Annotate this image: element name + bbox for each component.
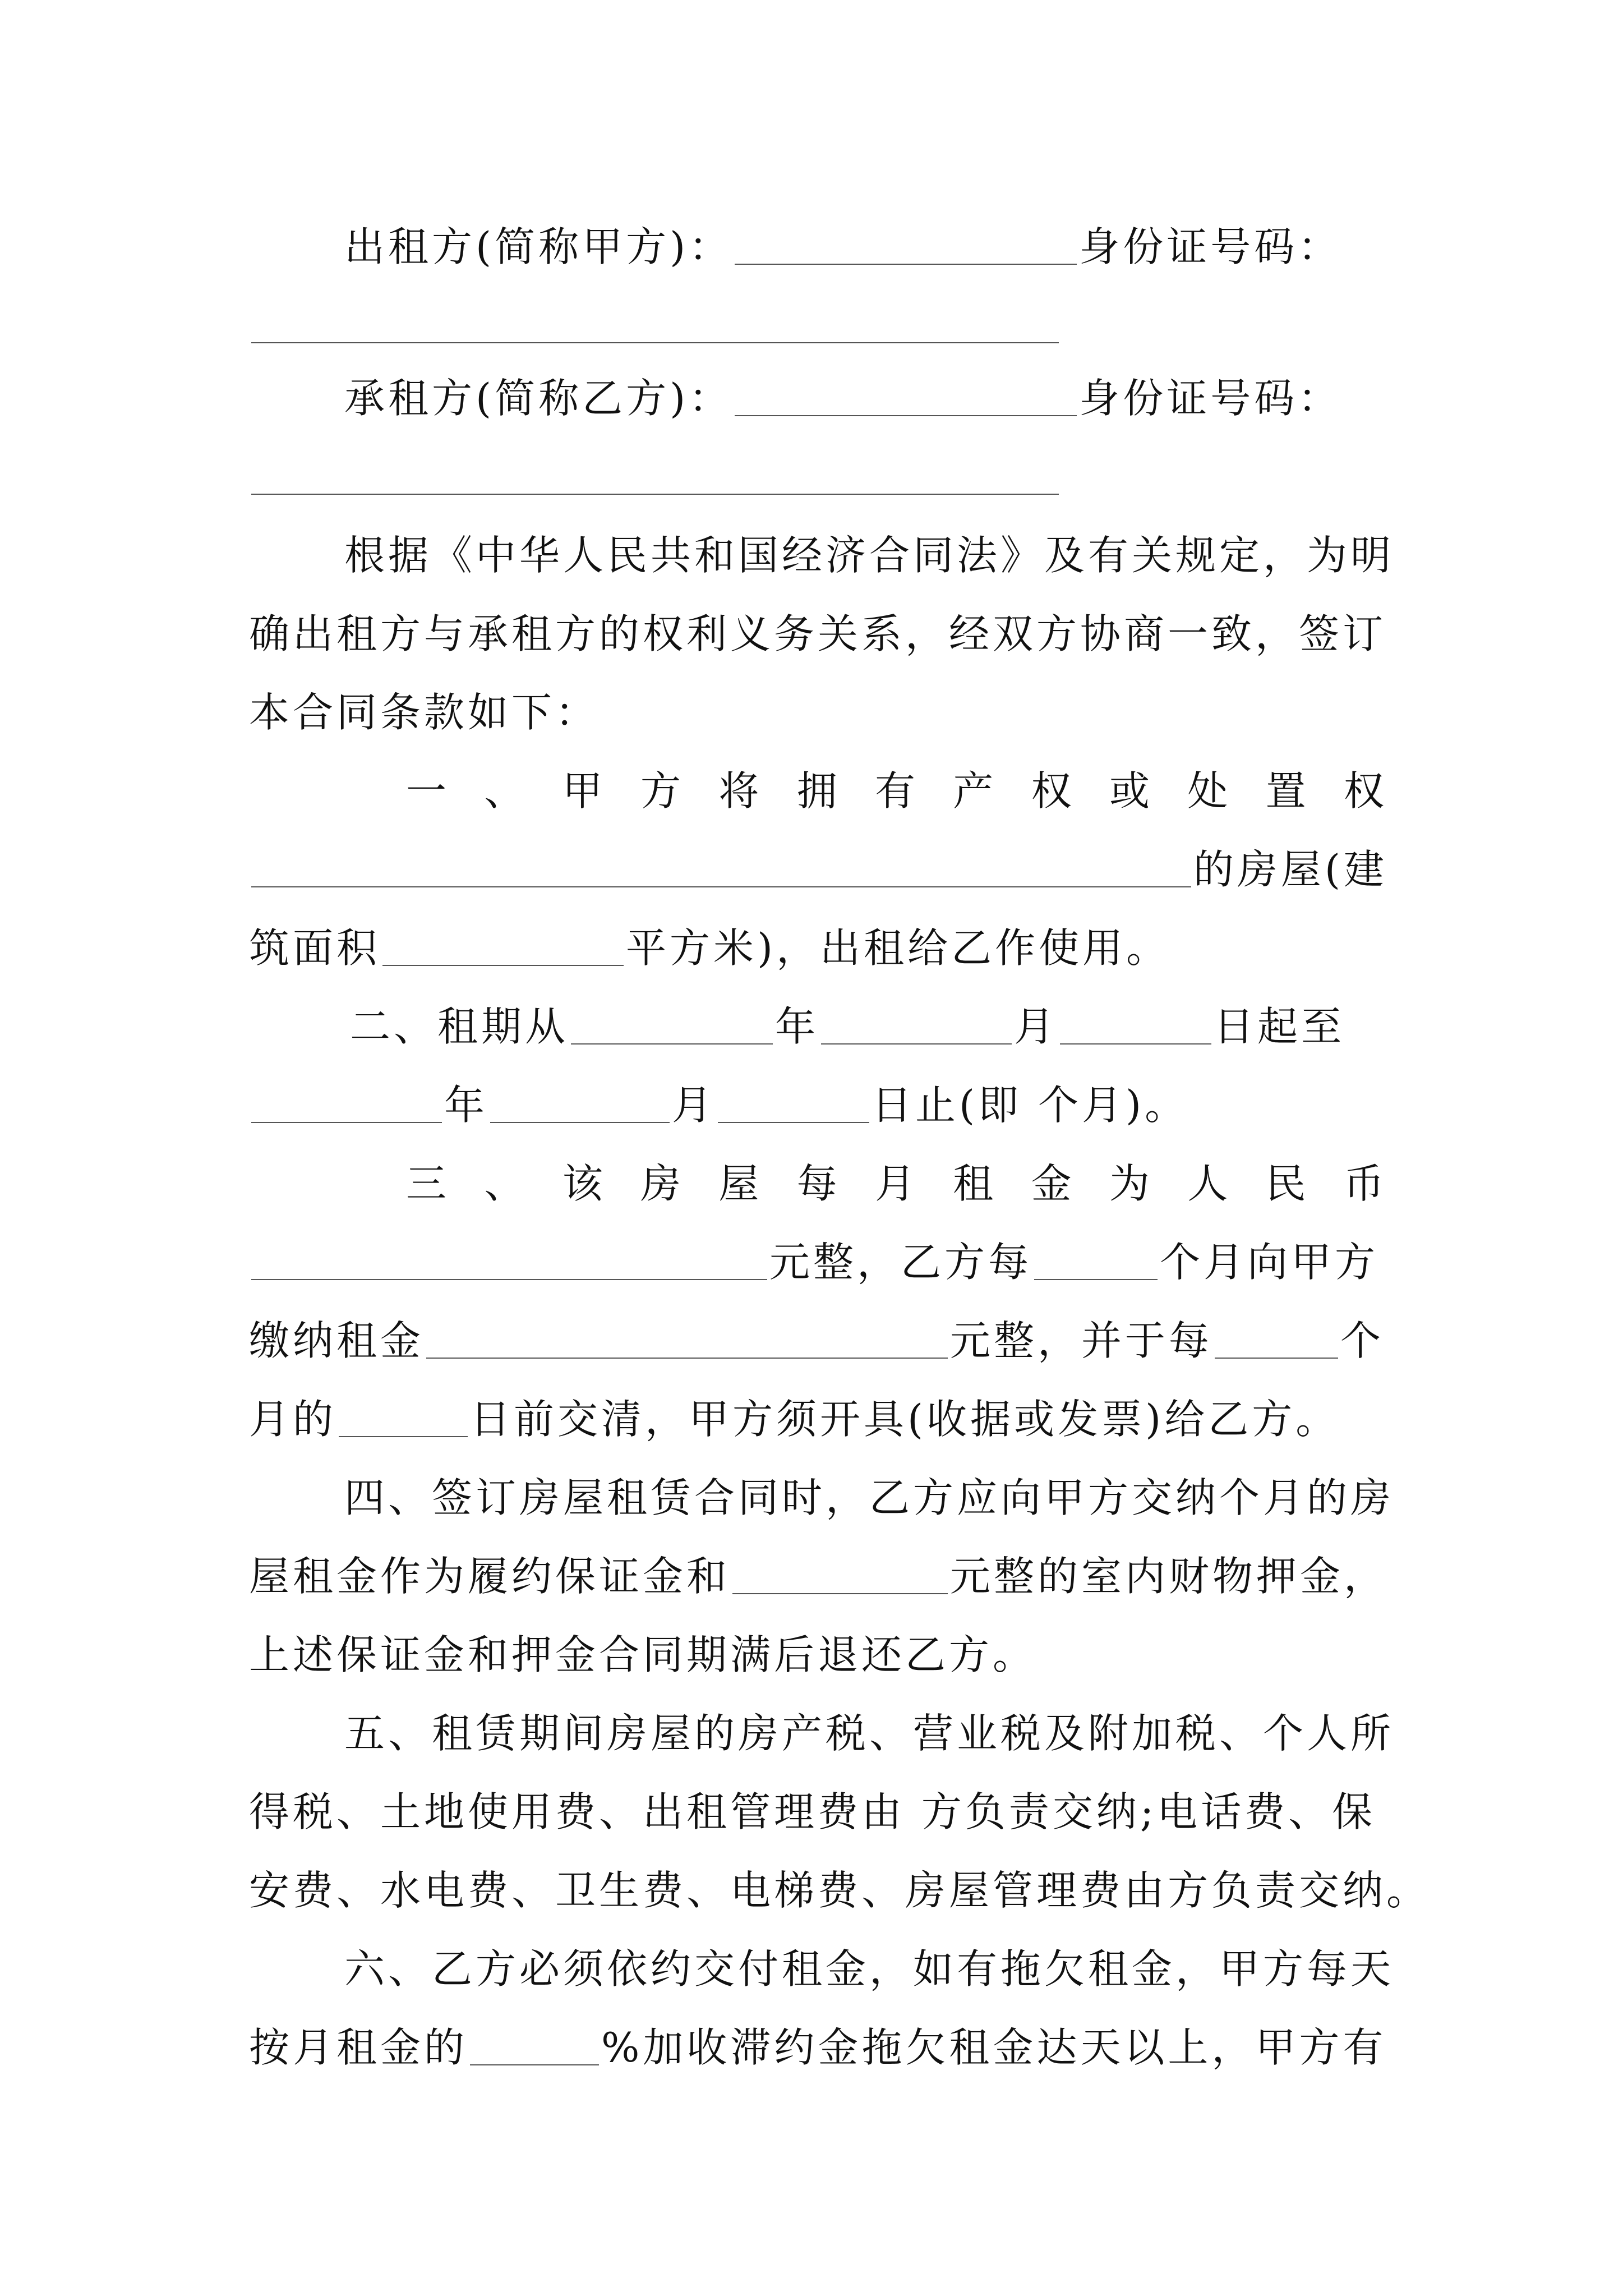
- lessee-id-blank[interactable]: [251, 458, 1059, 495]
- day-to-label: 日起至: [1214, 1003, 1345, 1050]
- clause-5-text-2: 得税、土地使用费、出租管理费由 方负责交纳;电话费、保: [249, 1788, 1376, 1835]
- monthly-rent-blank[interactable]: [251, 1243, 767, 1280]
- lessor-line: [249, 208, 1387, 286]
- clause-4-line-3: [249, 1616, 1387, 1694]
- clause-3-line-4: [249, 1380, 1387, 1458]
- term-from-label: 二、租期从: [350, 1003, 569, 1050]
- clause-1-char: 拥: [796, 767, 841, 815]
- clause-3-line-1: [249, 1144, 1387, 1223]
- late-fee-rate-blank[interactable]: [470, 2028, 599, 2065]
- lessee-line: [249, 359, 1387, 438]
- preamble-text-1: 根据《中华人民共和国经济合同法》及有关规定，为明: [344, 532, 1395, 579]
- rent-text-b: 个月向甲方: [1160, 1239, 1379, 1286]
- rent-text-c: 元整，并于每: [950, 1317, 1213, 1364]
- year-label: 年: [775, 1003, 819, 1050]
- clause-1-line-3: [249, 909, 1387, 987]
- lessor-name-blank[interactable]: [735, 228, 1077, 265]
- rent-text-f: 日前交清，甲方须开具(收据或发票)给乙方。: [470, 1396, 1340, 1443]
- clause-3-char: 三: [406, 1160, 450, 1207]
- clause-1-char: 有: [874, 767, 919, 815]
- payment-day-blank[interactable]: [339, 1400, 468, 1437]
- area-label: 筑面积: [249, 924, 381, 972]
- clause-5-line-3: [249, 1851, 1431, 1930]
- clause-5-line-2: [249, 1773, 1387, 1851]
- clause-3-char: 为: [1109, 1160, 1153, 1207]
- clause-4-text-2b: 元整的室内财物押金，: [949, 1553, 1387, 1600]
- rent-text-d: 个: [1340, 1317, 1385, 1364]
- end-year-blank[interactable]: [251, 1086, 442, 1123]
- term-end-text: 日止(即 个月)。: [872, 1082, 1189, 1129]
- clause-1-char: 置: [1265, 767, 1310, 815]
- clause-3-char: 、: [484, 1160, 528, 1207]
- month-label: 月: [1014, 1003, 1058, 1050]
- clause-1-char: 产: [953, 767, 997, 815]
- payment-interval-blank[interactable]: [1034, 1243, 1158, 1280]
- clause-2-line-1: [249, 987, 1387, 1066]
- end-month-blank[interactable]: [490, 1086, 670, 1123]
- clause-1-line-1: [249, 752, 1387, 830]
- clause-6-text-2b: %加收滞约金拖欠租金达天以上，甲方有: [601, 2024, 1387, 2071]
- clause-3-char: 租: [953, 1160, 997, 1207]
- lessee-id-label: 身份证号码：: [1079, 375, 1342, 422]
- clause-4-text-1: 四、签订房屋租赁合同时，乙方应向甲方交纳个月的房: [344, 1474, 1395, 1521]
- rent-text-a: 元整，乙方每: [769, 1239, 1032, 1286]
- area-blank[interactable]: [382, 929, 624, 966]
- clause-1-line-2: [249, 830, 1387, 909]
- clause-5-text-3: 安费、水电费、卫生费、电梯费、房屋管理费由方负责交纳。: [249, 1867, 1431, 1914]
- clause-6-line-2: [249, 2008, 1387, 2087]
- start-month-blank[interactable]: [821, 1007, 1012, 1045]
- lessor-id-line: [249, 286, 1387, 365]
- clause-4-text-3: 上述保证金和押金合同期满后退还乙方。: [249, 1631, 1037, 1678]
- preamble-text-3: 本合同条款如下：: [249, 689, 600, 736]
- preamble-line-3: [249, 673, 1387, 752]
- property-address-blank[interactable]: [251, 850, 1191, 887]
- clause-1-char: 将: [718, 767, 763, 815]
- clause-3-char: 民: [1265, 1160, 1310, 1207]
- clause-1-char: 权: [1343, 767, 1387, 815]
- lessee-id-line: [249, 438, 1387, 516]
- clause-6-text-2a: 按月租金的: [249, 2024, 468, 2071]
- lessor-label: 出租方(简称甲方)：: [344, 223, 733, 270]
- start-year-blank[interactable]: [571, 1007, 773, 1045]
- rent-text-e: 月的: [249, 1396, 337, 1443]
- clause-1-char: 、: [484, 767, 528, 815]
- clause-1-char: 一: [406, 767, 450, 815]
- end-day-blank[interactable]: [718, 1086, 869, 1123]
- clause-6-text-1: 六、乙方必须依约交付租金，如有拖欠租金，甲方每天: [344, 1945, 1395, 1993]
- clause-4-line-1: [249, 1458, 1395, 1537]
- clause-4-text-2a: 屋租金作为履约保证金和: [249, 1553, 731, 1600]
- clause-3-char: 房: [640, 1160, 684, 1207]
- clause-3-char: 月: [874, 1160, 919, 1207]
- lessor-id-label: 身份证号码：: [1079, 223, 1342, 270]
- month-label: 月: [672, 1082, 716, 1129]
- clause-3-char: 金: [1031, 1160, 1075, 1207]
- year-label: 年: [444, 1082, 488, 1129]
- clause-1-text-2: 的房屋(建: [1193, 846, 1387, 893]
- clause-5-line-1: [249, 1694, 1395, 1773]
- clause-3-char: 币: [1343, 1160, 1387, 1207]
- clause-1-char: 处: [1187, 767, 1232, 815]
- rent-payment-blank[interactable]: [426, 1322, 948, 1359]
- clause-3-line-3: [249, 1301, 1387, 1380]
- lessor-id-blank[interactable]: [251, 306, 1059, 343]
- clause-1-char: 权: [1031, 767, 1075, 815]
- clause-5-text-1: 五、租赁期间房屋的房产税、营业税及附加税、个人所: [344, 1710, 1395, 1757]
- lessee-label: 承租方(简称乙方)：: [344, 375, 733, 422]
- clause-3-char: 每: [796, 1160, 841, 1207]
- preamble-line-2: [249, 595, 1387, 673]
- lessee-name-blank[interactable]: [735, 379, 1077, 416]
- clause-4-line-2: [249, 1537, 1387, 1616]
- payment-months-blank[interactable]: [1215, 1322, 1338, 1359]
- clause-3-line-2: [249, 1223, 1387, 1301]
- deposit-blank[interactable]: [732, 1557, 948, 1594]
- preamble-text-2: 确出租方与承租方的权利义务关系，经双方协商一致，签订: [249, 610, 1387, 657]
- rent-payment-label: 缴纳租金: [249, 1317, 425, 1364]
- clause-1-char: 甲: [562, 767, 606, 815]
- clause-1-char: 方: [640, 767, 684, 815]
- clause-3-char: 该: [562, 1160, 606, 1207]
- clause-3-char: 人: [1187, 1160, 1232, 1207]
- start-day-blank[interactable]: [1060, 1007, 1211, 1045]
- clause-1-char: 或: [1109, 767, 1153, 815]
- preamble-line-1: [249, 516, 1395, 595]
- clause-1-text-3: 平方米)，出租给乙作使用。: [626, 924, 1170, 972]
- clause-2-line-2: [249, 1066, 1387, 1144]
- clause-6-line-1: [249, 1930, 1395, 2008]
- clause-3-char: 屋: [718, 1160, 763, 1207]
